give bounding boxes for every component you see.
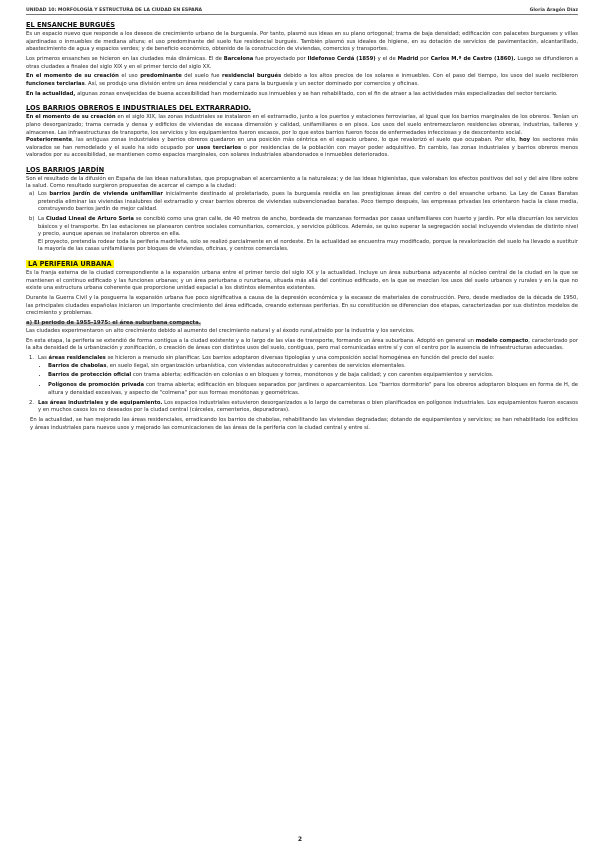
section-title-ensanche: EL ENSANCHE BURGUÉS — [26, 21, 116, 29]
section-title-obreros: LOS BARRIOS OBREROS E INDUSTRIALES DEL EXTRARRADIO. — [26, 104, 252, 113]
page-number: 2 — [297, 836, 303, 843]
list-item-b: b) La Ciudad Lineal de Arturo Soria se concibió como una gran calle, de 40 metros de ancho, bordeada de manzanas formadas por casas unifamiliares con huerto y jardín. Por ella discurrían los servicios básicos y el transporte. En las estaciones se planearon centros sociales comunitarios, comercios, y servicios públicos. Además, se quiso superar la segregación social incluyendo viviendas de distinto nivel y precio, aunque apenas se instalaron obreros en ella. — [29, 216, 578, 238]
numbered-item-1: 1. Las áreas residenciales se hicieron a menudo sin planificar. Los barrios adoptaron diversas tipologías y una composición social homogénea en función del precio del suelo: — [29, 355, 495, 362]
running-header — [26, 8, 578, 15]
section-title-jardin: LOS BARRIOS JARDÍN — [26, 165, 105, 174]
paragraph: Los primeros ensanches se hicieron en las ciudades más dinámicas. El de Barcelona fue proyectado por Ildefonso Cerdá (1859) y el de Madrid por Carlos M.ª de Castro (1860). Luego se difundieron a otras ciudades a finales del siglo XIX y en el primer tercio del siglo XX. — [26, 55, 578, 70]
header-author: Gloria Aragón Díaz — [529, 8, 578, 13]
paragraph: El proyecto, pretendía rodear toda la periferia madrileña, solo se realizó parcialmente en el nordeste. En la actualidad se encuentra muy modificado, porque la revalorización del suelo ha llevado a sustituir la mayoría de las casas unifamiliares por bloques de viviendas, oficinas, y centros comerciales. — [38, 238, 578, 253]
paragraph: Es un espacio nuevo que responde a los deseos de crecimiento urbano de la burguesía. Por tanto, plasmó sus ideas en su plano ortogonal; trama de baja densidad; edificación con palacetes burgueses y villas ajardinadas o inmuebles de mediana altura; el uso predominante del suelo fue residencial burgués. También plasmó sus ideales de higiene, en su dotación de servicios de pavimentación, alcantarillado, abastecimiento de agua y espacios verdes; y de beneficio económico, obtenido de la construcción de viviendas, comercios y transportes. — [26, 31, 578, 53]
section-title-periferia: LA PERIFERIA URBANA — [28, 260, 112, 268]
paragraph: En el momento de su creación en el siglo XIX, las zonas industriales se instalaron en el extrarradio, junto a los puertos y estaciones ferroviarias, al igual que los barrios marginales de los obreros. Tenían un plano desorganizado; trama cerrada y densa y edificios de viviendas de escasa dimensión y calidad, unifamiliares o en pisos. Los usos del suelo entremezclaron residencias obreras, industrias, talleres y almacenes. Las infraestructuras de transporte, los servicios y los equipamientos fueron escasos, por lo que estos barrios fueron focos de enfermedades infecciosas y de descontento social. — [26, 114, 579, 136]
paragraph: En la actualidad, algunas zonas envejecidas de buena accesibilidad han modernizado sus inmuebles y se han rehabilitado, con el fin de atraer a las actividades más especializadas del sector terciario. — [26, 90, 558, 97]
paragraph: En esta etapa, la periferia se extendió de forma contigua a la ciudad existente y a lo largo de las vías de transporte, formando un área suburbana. Adoptó en general un modelo compacto, caracterizado por la alta densidad de la urbanización y zonificación, o creación de áreas con distintos usos del suelo, contiguas, pero mal comunicadas entre sí y con el centro por la ausencia de infraestructuras adecuadas. — [26, 337, 578, 352]
paragraph: Son el resultado de la difusión en España de las ideas naturalistas, que propugnaban el acercamiento a la naturaleza; y de las ideas higienistas, que valoraban los efectos positivos del sol y del aire libre sobre la salud. Como resultado surgieron propuestas de acercar el campo a la ciudad: — [26, 175, 578, 190]
subsection-title: a) El periodo de 1955-1975: el área suburbana compacta. — [26, 319, 201, 326]
list-item-a: a) Los barrios jardín de vivienda unifamiliar inicialmente destinado al proletariado, pues la burguesía residía en las prestigiosas áreas del centro o del ensanche urbano. La Ley de Casas Baratas pretendía eliminar las viviendas insalubres del extrarradio y crear barrios obreros de viviendas subvencionadas baratas. Poco tiempo después, las empresas privadas les orientaron hacia la clase media, construyendo barrios jardín de mejor calidad. — [29, 191, 578, 213]
paragraph: Las ciudades experimentaron un alto crecimiento debido al aumento del crecimiento natural y al éxodo rural,atraído por la industria y los servicios. — [26, 327, 415, 334]
bullet-list — [26, 363, 578, 398]
paragraph: En el momento de su creación el uso predominante del suelo fue residencial burgués debido a los altos precios de los solares e inmuebles. Con el paso del tiempo, los usos del suelo recibieron funciones terciarias. Así, se produjo una división entre un área residencial y cara para la burguesía y un sector dominado por comercios y oficinas. — [26, 73, 578, 87]
list-item: • Barrios de protección oficial con trama abierta; edificación en colonias o en bloques y torres, monótonos y de baja calidad; y con carentes equipamientos y servicios. — [48, 372, 578, 380]
document-page — [26, 8, 578, 434]
list-item: • Barrios de chabolas, en suelo ilegal, sin organización urbanística, con viviendas autoconstruidas y carentes de servicios elementales. — [48, 363, 578, 371]
paragraph: Es la franja externa de la ciudad correspondiente a la expansión urbana entre el primer tercio del siglo XX y la actualidad. Incluye un área suburbana adyacente al núcleo central de la ciudad en la que se mantienen el continuo edificado y las funciones urbanas; y un área periurbana o rururbana, situada más allá del continuo edificado, en la que se mezclan los usos del suelo urbanos y rurales y en la que no existe una estructura urbana coherente que proporcione unidad espacial a los distintos elementos existentes. — [26, 270, 578, 292]
list-item: • Polígonos de promoción privada con trama abierta; edificación en bloques separados por jardines o aparcamientos. Los "barrios dormitorio" para los obreros adoptaron bloques en forma de H, de altura y densidad excesivas, y aspecto de "colmena" por sus formas monótonas y geométricas. — [48, 382, 578, 397]
paragraph: Durante la Guerra Civil y la posguerra la expansión urbana fue poco significativa a causa de la depresión económica y la escasez de materiales de construcción. Pero, desde mediados de la década de 1950, las principales ciudades españolas iniciaron un importante crecimiento del área edificada, creando extensas periferias. En su constitución se diferencian dos etapas, caracterizadas por sus distintos modelos de crecimiento y problemas. — [26, 294, 578, 317]
paragraph: Posteriormente, las antiguas zonas industriales y barrios obreros quedaron en una posición más céntrica en el espacio urbano, lo que revalorizó el suelo que ocupaban. Por ello, hoy los sectores más valorados se han remodelado y el suelo ha sido ocupado por usos terciarios o por residencias de la población con mayor poder adquisitivo. En cambio, las zonas industriales y barrios obreros menos valorados por su accesibilidad, se mantienen como espacios marginales, con solares industriales abandonados e inmuebles deteriorados. — [26, 137, 579, 159]
numbered-item-2: 2. Las áreas industriales y de equipamiento. Los espacios industriales estuvieron desorganizados a lo largo de carreteras o bien planificados en polígonos industriales. Los equipamientos fueron escasos y en muchos casos los no deseados por la ciudad central (cárceles, cementerios, depuradoras). — [29, 399, 578, 414]
header-unit-title: UNIDAD 10: MORFOLOGÍA Y ESTRUCTURA DE LA CIUDAD EN ESPAÑA — [26, 8, 203, 13]
paragraph: En la actualidad, se han mejorado las áreas residenciales, erradicando los barrios de chabolas, rehabilitando las viviendas degradadas; dotando de equipamientos y servicios; se han rehabilitado los edificios y áreas industriales para nuevos usos y mejorado las comunicaciones de las áreas de la periferia con la ciudad central y entre sí. — [30, 417, 578, 431]
